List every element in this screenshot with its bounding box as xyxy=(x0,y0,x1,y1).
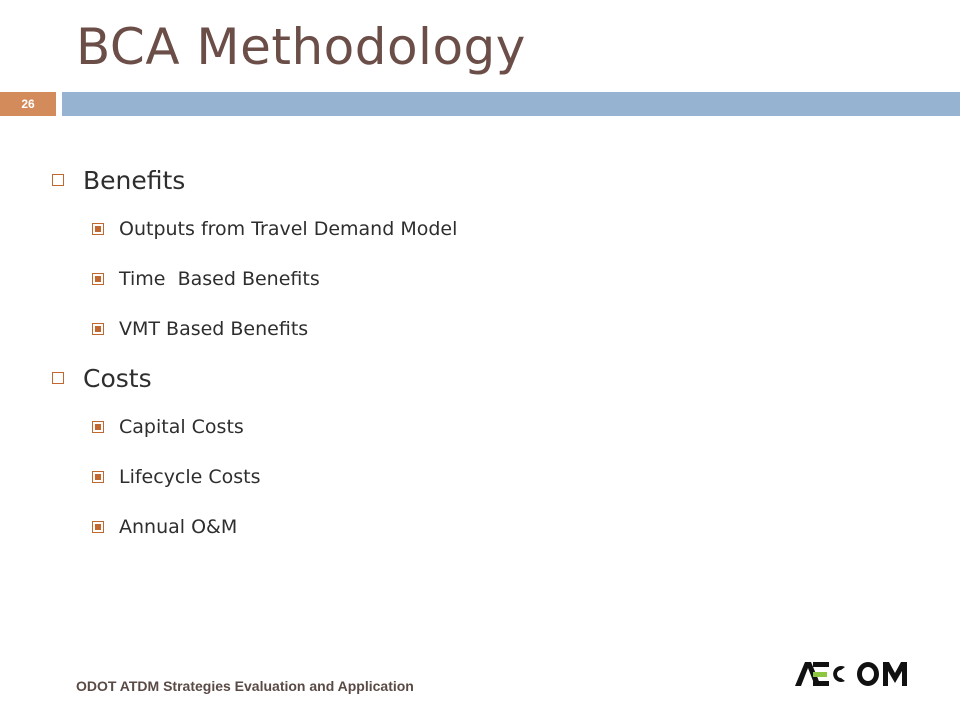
filled-square-bullet-icon xyxy=(92,223,104,235)
slide-title: BCA Methodology xyxy=(76,18,526,76)
list-item-label: VMT Based Benefits xyxy=(119,318,309,340)
list-item-label: Outputs from Travel Demand Model xyxy=(119,218,458,240)
benefits-list xyxy=(52,204,912,354)
list-item xyxy=(52,254,912,304)
list-item-label: Lifecycle Costs xyxy=(119,466,261,488)
list-item-label: Time Based Benefits xyxy=(119,268,320,290)
slide-footer: ODOT ATDM Strategies Evaluation and Application xyxy=(76,678,414,694)
filled-square-bullet-icon xyxy=(92,421,104,433)
section-label: Benefits xyxy=(83,165,186,195)
slide-number-box xyxy=(0,92,56,116)
filled-square-bullet-icon xyxy=(92,471,104,483)
filled-square-bullet-icon xyxy=(92,323,104,335)
hollow-square-bullet-icon xyxy=(52,174,64,186)
filled-square-bullet-icon xyxy=(92,521,104,533)
section-benefits xyxy=(52,160,912,200)
list-item xyxy=(52,304,912,354)
header-accent-bar xyxy=(62,92,960,116)
slide-number: 26 xyxy=(21,97,35,111)
list-item xyxy=(52,502,912,552)
filled-square-bullet-icon xyxy=(92,273,104,285)
section-costs xyxy=(52,358,912,398)
list-item-label: Annual O&M xyxy=(119,516,238,538)
section-label: Costs xyxy=(83,363,152,393)
costs-list xyxy=(52,402,912,552)
list-item xyxy=(52,204,912,254)
hollow-square-bullet-icon xyxy=(52,372,64,384)
list-item xyxy=(52,452,912,502)
list-item-label: Capital Costs xyxy=(119,416,244,438)
list-item xyxy=(52,402,912,452)
slide-content xyxy=(52,160,912,556)
aecom-logo xyxy=(795,658,911,690)
